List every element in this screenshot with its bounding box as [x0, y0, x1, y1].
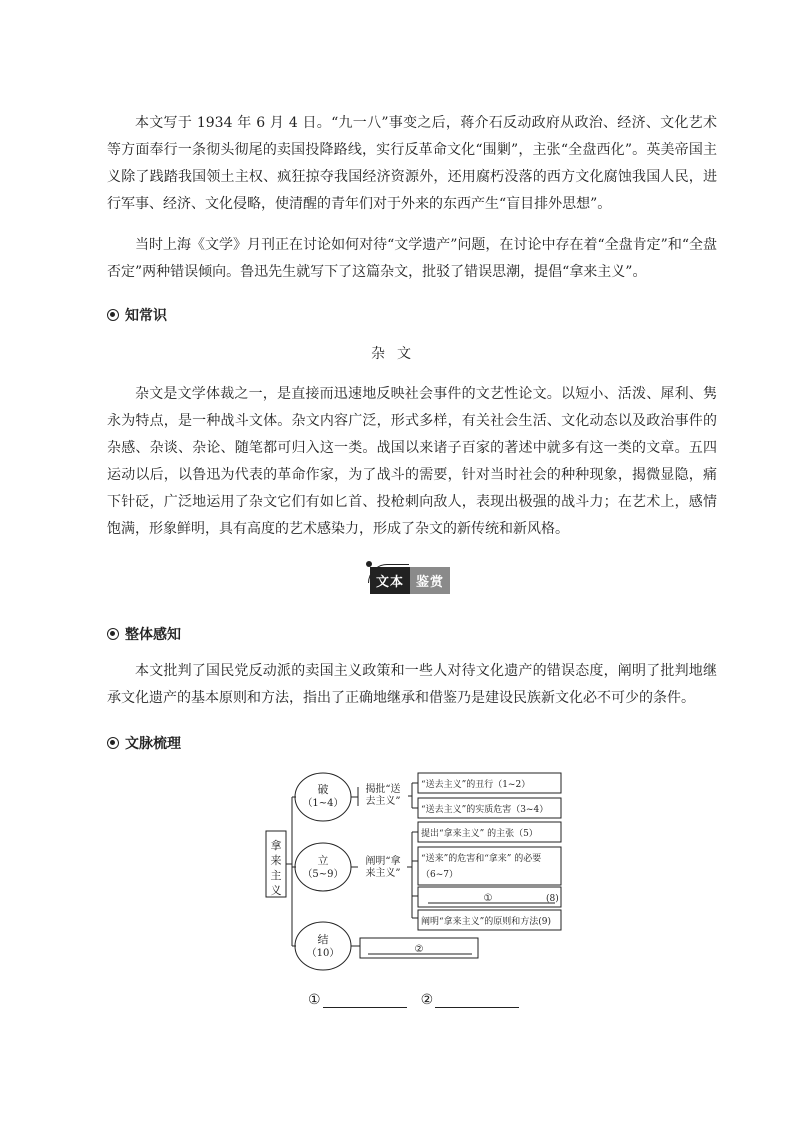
li-sub-line-2: 来主义”	[365, 868, 401, 879]
jie-circle	[295, 922, 351, 970]
li-item-3-paragraph: (8)	[546, 894, 559, 904]
answer-1-blank[interactable]	[323, 993, 407, 1008]
banner-part2: 鉴赏	[410, 567, 450, 594]
li-item-1: 提出“拿来主义” 的主张（5）	[421, 829, 538, 839]
overall-paragraph: 本文批判了国民党反动派的卖国主义政策和一些人对待文化遗产的错误态度，阐明了批判地继承文化遗产的基本原则和方法，指出了正确地继承和借鉴乃是建设民族新文化必不可少的条件。	[107, 663, 717, 706]
po-sub-line-1: 揭批“送	[365, 784, 401, 795]
li-range: （5~9）	[302, 869, 344, 880]
po-sub-line-2: 去主义”	[365, 796, 401, 807]
root-char-3: 主	[270, 869, 282, 882]
po-range: （1~4）	[302, 798, 344, 809]
po-item-2: “送去主义”的实质危害（3~4）	[421, 805, 549, 815]
li-sub-brace	[407, 832, 418, 918]
po-sub-brace	[408, 783, 418, 808]
li-item-2-line-1: “送来”的危害和“拿来” 的必要	[421, 854, 542, 864]
li-sub-line-1: 阐明“拿	[365, 856, 401, 867]
po-item-1: “送去主义”的丑行（1~2）	[421, 780, 531, 790]
li-item-4: 阐明“拿来主义”的原则和方法(9)	[421, 917, 551, 927]
answer-2[interactable]	[421, 992, 520, 1008]
li-label: 立	[317, 854, 329, 867]
outline-heading-text: 文脉梳理	[125, 736, 181, 752]
li-circle	[295, 843, 351, 891]
answer-1-label: ①	[308, 992, 321, 1008]
root-char-2: 来	[270, 854, 282, 867]
li-item-3-blank-marker: ①	[483, 893, 493, 904]
root-char-1: 拿	[270, 839, 282, 852]
jie-label: 结	[317, 933, 329, 946]
root-brace	[286, 797, 296, 946]
po-label: 破	[317, 783, 329, 796]
knowledge-subtitle: 杂文	[371, 346, 423, 362]
answer-blanks	[308, 992, 519, 1008]
po-circle	[295, 773, 351, 821]
answer-2-blank[interactable]	[435, 993, 519, 1008]
li-item-2-line-2: （6~7）	[421, 870, 458, 880]
answer-2-label: ②	[420, 992, 434, 1008]
background-paragraph-1: 本文写于 1934 年 6 月 4 日。“九一八”事变之后，蒋介石反动政府从政治、经济、文化艺术等方面奉行一条彻头彻尾的卖国投降路线，实行反革命文化“围剿”，主张“全盘西化”。英美帝国主义除了践踏我国领土主权、疯狂掠夺我国经济资源外，还用腐朽没落的西方文化腐蚀我国人民，进行军事、经济、文化侵略，使清醒的青年们对于外来的东西产生“盲目排外思想”。	[107, 115, 717, 212]
knowledge-heading-text: 知常识	[125, 308, 167, 324]
answer-1[interactable]	[308, 992, 407, 1008]
po-connector	[351, 787, 358, 806]
jie-range: （10）	[306, 948, 340, 959]
knowledge-paragraph: 杂文是文学体裁之一，是直接而迅速地反映社会事件的文艺性论文。以短小、活泼、犀利、隽永为特点，是一种战斗文体。杂文内容广泛，形式多样，有关社会生活、文化动态以及政治事件的杂感、杂谈、杂论、随笔都可归入这一类。战国以来诸子百家的著述中就多有这一类的文章。五四运动以后，以鲁迅为代表的革命作家，为了战斗的需要，针对当时社会的种种现象，揭微显隐，痛下针砭，广泛地运用了杂文它们有如匕首、投枪刺向敌人，表现出极强的战斗力；在艺术上，感情饱满，形象鲜明，具有高度的艺术感染力，形成了杂文的新传统和新风格。	[107, 386, 717, 537]
banner-part1: 文本	[370, 567, 410, 594]
overall-heading-text: 整体感知	[125, 627, 181, 643]
jie-box-marker: ②	[414, 944, 424, 955]
root-char-4: 义	[270, 884, 282, 897]
background-paragraph-2: 当时上海《文学》月刊正在讨论如何对待“文学遗产”问题，在讨论中存在着“全盘肯定”和“全盘否定”两种错误倾向。鲁迅先生就写下了这篇杂文，批驳了错误思潮，提倡“拿来主义”。	[107, 237, 717, 280]
